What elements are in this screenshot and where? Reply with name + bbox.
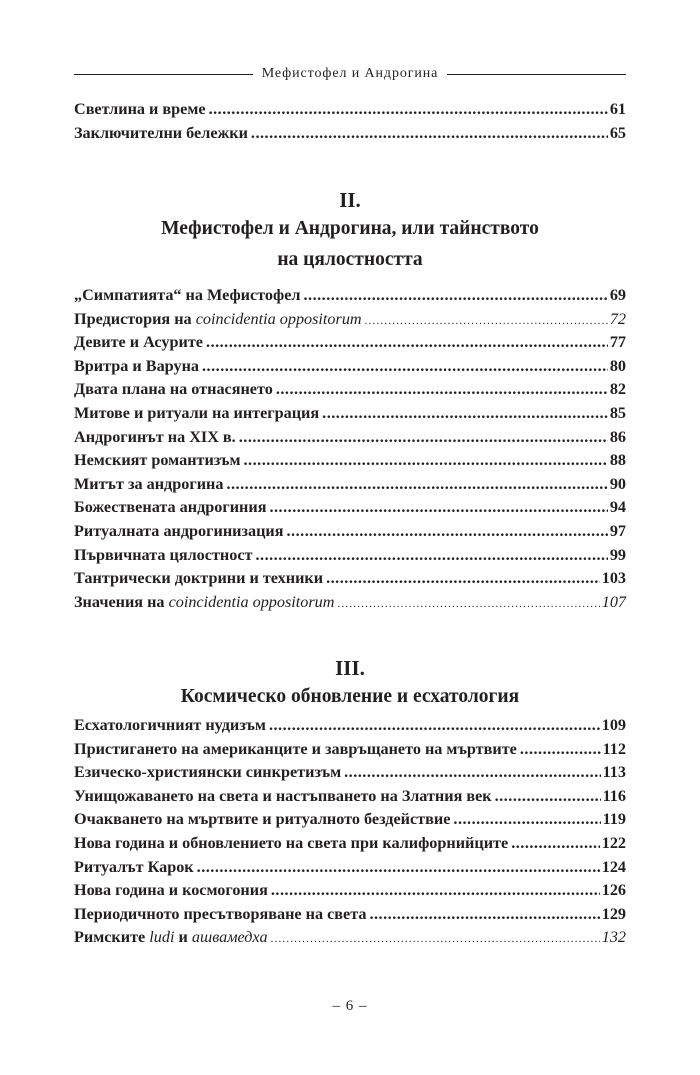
leader-dots — [369, 905, 599, 924]
toc-entry-page: 132 — [601, 928, 626, 947]
toc-entry-page: 112 — [602, 739, 626, 758]
toc-entry-title: Двата плана на отнасянето — [74, 380, 273, 399]
section-title: Космическо обновление и есхатология — [180, 686, 520, 707]
toc-entry-page: 126 — [601, 881, 626, 900]
running-head-rule-left — [74, 74, 253, 75]
leader-dots — [337, 598, 599, 610]
toc-entry-title: Нова година и космогония — [74, 881, 268, 900]
toc-entry-page: 124 — [601, 857, 626, 876]
toc-entry-title-text: Значения на — [74, 592, 169, 611]
toc-entry-page: 103 — [601, 569, 626, 588]
toc-entry-title-italic: ашвамедха — [191, 928, 268, 947]
toc-entry — [74, 810, 626, 834]
toc-entry — [74, 475, 626, 499]
toc-entry-title — [74, 928, 268, 947]
toc-entry-title: Унищожаването на света и настъпването на Златния век — [74, 786, 492, 805]
toc-entry-page: 122 — [601, 833, 626, 852]
toc-entry-title — [74, 310, 362, 329]
leader-dots — [244, 451, 608, 470]
section-number: II. — [339, 188, 361, 212]
toc-entry-title: Пристигането на американците и завръщането на мъртвите — [74, 739, 517, 758]
toc-entry — [74, 834, 626, 858]
leader-dots — [495, 787, 601, 806]
toc-entry-page: 109 — [601, 716, 626, 734]
toc-entry-page: 97 — [609, 521, 626, 540]
section-2-heading — [74, 187, 626, 275]
leader-dots — [239, 428, 608, 447]
section-title-line-2: на цялостността — [277, 249, 423, 270]
toc-entry-page: 94 — [609, 498, 626, 517]
leader-dots — [197, 858, 600, 877]
toc-entry — [74, 740, 626, 764]
toc-entry — [74, 498, 626, 522]
toc-entry-title: Периодичното пресътворяване на света — [74, 904, 367, 923]
toc-entry-title: Есхатологичният нудизъм — [74, 716, 266, 734]
toc-entry — [74, 357, 626, 381]
leader-dots — [269, 498, 607, 517]
running-head-title: Мефистофел и Андрогина — [261, 66, 439, 81]
toc-entry-page: 88 — [609, 451, 626, 470]
toc-entry-page: 77 — [609, 333, 626, 352]
toc-entry-page: 116 — [602, 786, 626, 805]
toc-entry — [74, 858, 626, 882]
leader-dots — [251, 124, 608, 143]
toc-entry — [74, 763, 626, 787]
toc-entry — [74, 569, 626, 593]
toc-entry-title-text: Предистория на — [74, 309, 196, 328]
leader-dots — [276, 380, 608, 399]
toc-entry — [74, 787, 626, 811]
toc-entry — [74, 905, 626, 929]
toc-entry — [74, 928, 626, 952]
leader-dots — [365, 315, 608, 327]
toc-entry-title: Митът за андрогина — [74, 474, 224, 493]
toc-entry-page: 85 — [609, 403, 626, 422]
toc-entry-title: Девите и Асурите — [74, 333, 203, 352]
leader-dots — [326, 569, 600, 588]
toc-entry — [74, 522, 626, 546]
leader-dots — [271, 933, 600, 945]
toc-entry — [74, 380, 626, 404]
page-number: – 6 – — [332, 998, 368, 1014]
leader-dots — [226, 475, 607, 494]
toc-entry — [74, 716, 626, 740]
toc-entry-title: Вритра и Варуна — [74, 356, 199, 375]
toc-entry-title: Езическо-християнски синкретизъм — [74, 763, 342, 782]
toc-entry-title: Светлина и време — [74, 100, 206, 118]
toc-entry-page: 72 — [609, 309, 626, 328]
toc-entry-page: 90 — [609, 474, 626, 493]
leader-dots — [322, 404, 608, 423]
toc-entry-title — [74, 593, 334, 612]
section-title-line-1: Мефистофел и Андрогина, или тайнството — [161, 218, 539, 239]
toc-entry-title-text: и — [174, 928, 192, 947]
toc-entry — [74, 881, 626, 905]
leader-dots — [209, 100, 608, 119]
toc-entry-title: Андрогинът на XIX в. — [74, 427, 236, 446]
toc-section-3 — [74, 716, 626, 952]
leader-dots — [202, 357, 608, 376]
toc-entry — [74, 333, 626, 357]
toc-entry-page: 82 — [609, 380, 626, 399]
toc-entry-title: Заключителни бележки — [74, 123, 248, 142]
toc-entry-title: Нова година и обновлението на света при калифорнийците — [74, 833, 509, 852]
toc-entry-title: „Симпатията“ на Мефистофел — [74, 286, 301, 304]
toc-entry-title-italic: coincidentia oppositorum — [168, 592, 335, 611]
toc-entry-title-text: Римските — [74, 928, 150, 947]
toc-entry — [74, 310, 626, 334]
running-head — [74, 62, 626, 86]
section-number: III. — [335, 656, 365, 680]
toc-entry-page: 69 — [609, 286, 626, 304]
toc-entry — [74, 124, 626, 148]
toc-entry-page: 113 — [602, 763, 626, 782]
toc-entry-title-italic: ludi — [149, 928, 175, 947]
toc-top-block — [74, 100, 626, 147]
leader-dots — [269, 716, 600, 735]
toc-entry — [74, 451, 626, 475]
toc-entry-page: 80 — [609, 356, 626, 375]
toc-entry-page: 61 — [609, 100, 626, 118]
toc-section-2 — [74, 286, 626, 616]
toc-entry-title: Очакването на мъртвите и ритуалното бездействие — [74, 810, 451, 829]
toc-entry — [74, 546, 626, 570]
toc-entry-page: 99 — [609, 545, 626, 564]
toc-entry-title-italic: coincidentia oppositorum — [195, 309, 362, 328]
leader-dots — [511, 834, 600, 853]
toc-entry-page: 107 — [601, 592, 626, 611]
leader-dots — [271, 881, 600, 900]
toc-entry-title: Ритуалната андрогинизация — [74, 521, 284, 540]
toc-entry-title: Митове и ритуали на интеграция — [74, 403, 320, 422]
toc-entry — [74, 428, 626, 452]
toc-entry-title: Немският романтизъм — [74, 451, 241, 470]
toc-entry-page: 119 — [602, 810, 626, 829]
leader-dots — [344, 763, 601, 782]
toc-entry-title: Тантрически доктрини и техники — [74, 569, 324, 588]
toc-entry — [74, 593, 626, 617]
toc-entry — [74, 286, 626, 310]
toc-entry-page: 129 — [601, 904, 626, 923]
leader-dots — [206, 333, 608, 352]
section-3-heading — [74, 655, 626, 712]
toc-entry-title: Божествената андрогиния — [74, 498, 267, 517]
toc-entry — [74, 100, 626, 124]
running-head-rule-right — [447, 74, 626, 75]
toc-entry-page: 65 — [609, 123, 626, 142]
leader-dots — [287, 522, 608, 541]
leader-dots — [453, 810, 600, 829]
leader-dots — [520, 740, 601, 759]
toc-entry-title: Ритуалът Карок — [74, 857, 194, 876]
toc-entry — [74, 404, 626, 428]
leader-dots — [303, 286, 607, 305]
toc-entry-page: 86 — [609, 427, 626, 446]
leader-dots — [255, 546, 607, 565]
toc-entry-title: Първичната цялостност — [74, 545, 253, 564]
